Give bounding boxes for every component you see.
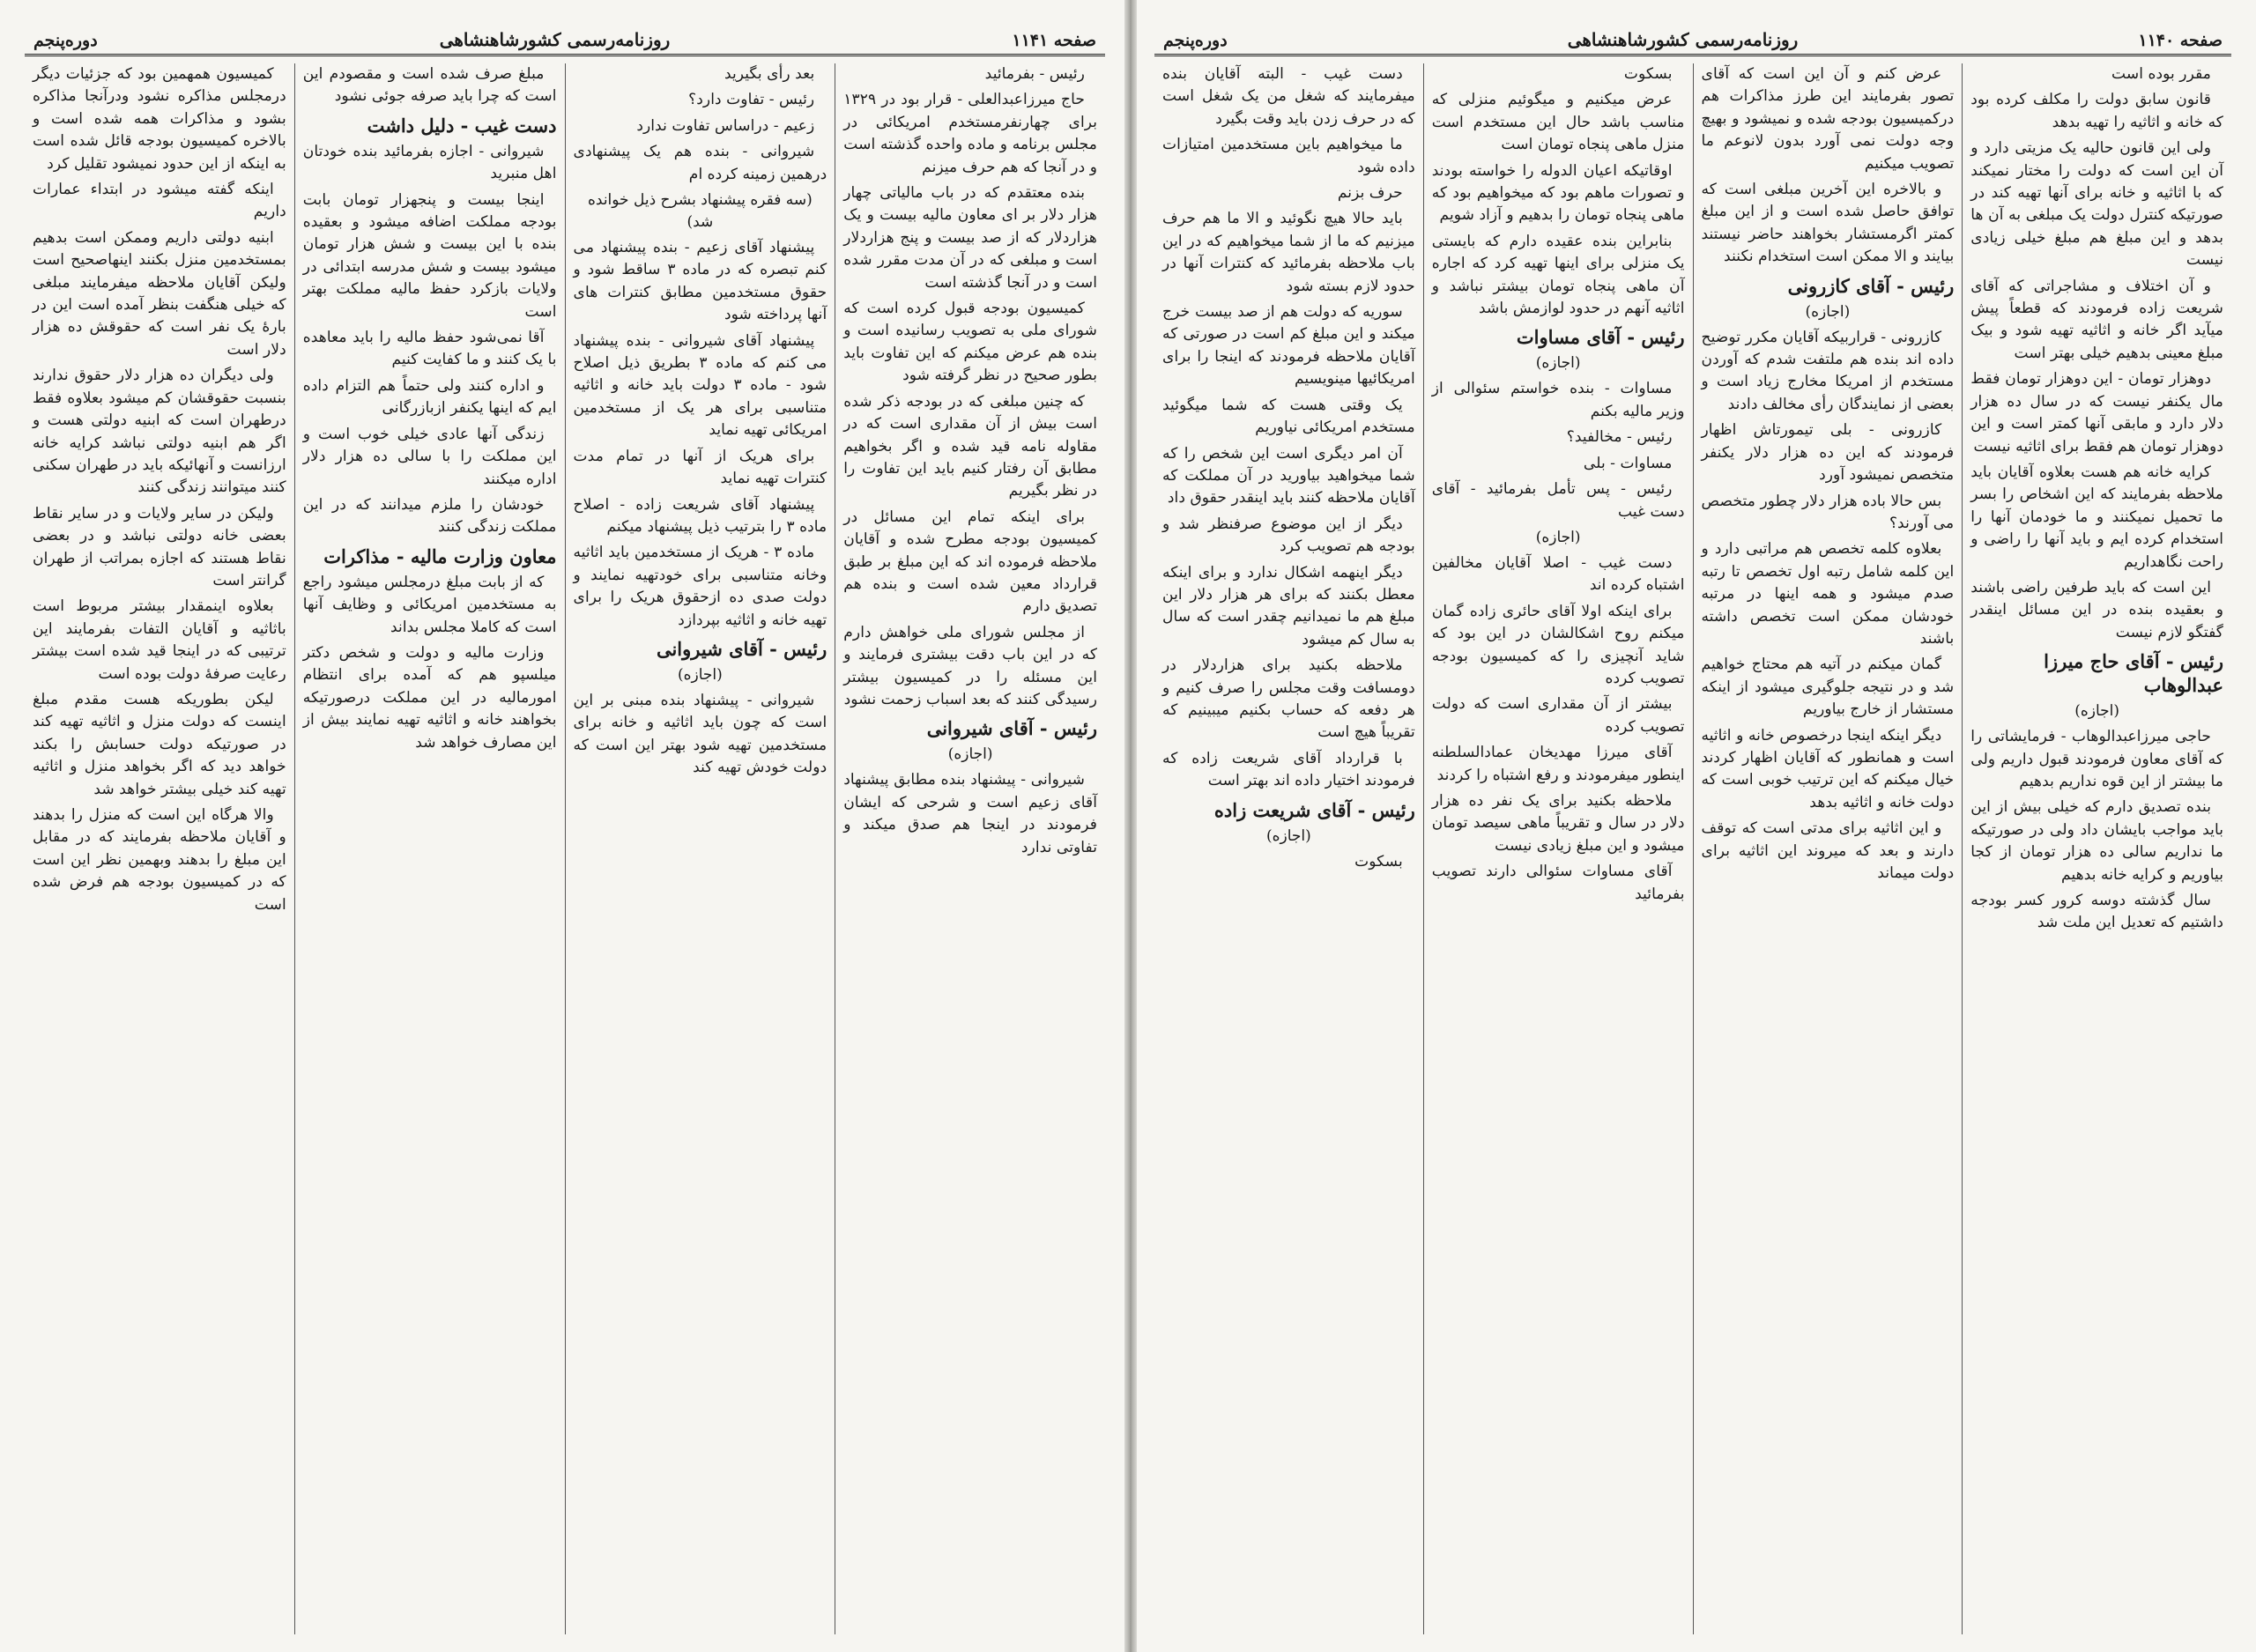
- paragraph: آقای مساوات سئوالی دارند تصویب بفرمائید: [1431, 863, 1685, 903]
- paragraph: رئیس - پس تأمل بفرمائید - آقای دست غیب: [1431, 480, 1685, 521]
- paragraph: بسکوت: [1354, 852, 1403, 870]
- paragraph: برای اینکه اولا آقای حائری زاده گمان میکنم روح اشکالشان در این بود که شاید آنچیزی را که کمیسیون بودجه تصویب کرده: [1431, 602, 1685, 687]
- left-column-1: [835, 63, 1105, 1634]
- speaker-heading: دست غیب - دلیل داشت: [367, 114, 557, 137]
- left-page-columns: [25, 63, 1105, 1634]
- speaker-heading: رئیس - آقای شیروانی: [926, 717, 1097, 740]
- paragraph: و بالاخره این آخرین مبلغی است که توافق حاصل شده است و از این مبلغ کمتر اگرمستشار بخواهند حاضر نیستند بیایند و الا ممکن است استخدام نکنند: [1701, 181, 1955, 266]
- paragraph: از مجلس شورای ملی خواهش دارم که در این باب دقت بیشتری فرمایند و این مسئله را در کمیسیون بیشتر رسیدگی کنند که بعد اسباب زحمت نشود: [843, 623, 1097, 708]
- paragraph: باید حالا هیچ نگوئید و الا ما هم حرف میزنیم که ما از شما میخواهیم که در این باب ملاحظه بفرمائید که کنترات آنها در حدود لازم بسته شود: [1162, 210, 1415, 295]
- paragraph: خودشان را ملزم میدانند که در این مملکت زندگی کنند: [302, 495, 557, 537]
- newspaper-title: روزنامه‌رسمی کشورشاهنشاهی: [1567, 29, 1799, 50]
- page-number: صفحه ۱۱۴۱: [1012, 31, 1096, 50]
- paragraph: و این اثاثیه برای مدتی است که توقف دارند و بعد که میروند این اثاثیه برای دولت میماند: [1701, 819, 1955, 882]
- paragraph: رئیس - مخالفید؟: [1566, 428, 1673, 447]
- paragraph: دست غیب - البته آقایان بنده میفرمایند که شغل من یک شغل است که در حرف زدن باید وقت بگیرد: [1162, 65, 1415, 128]
- paragraph: کازرونی - بلی تیمورتاش اظهار فرمودند که این ده هزار دلار یکنفر متخصص نمیشود آورد: [1701, 421, 1955, 485]
- paragraph: ملاحظه بکنید برای هزاردلار در دومسافت وقت مجلس را صرف کنیم و هر دفعه که حساب بکنیم میبینیم که تقریباً هیچ است: [1162, 656, 1415, 742]
- left-column-2: [565, 63, 835, 1634]
- paragraph: ماده ۳ - هریک از مستخدمین باید اثاثیه وخانه متناسبی برای خودتهیه نمایند و دولت صدی ده ازحقوق هریک را برای تهیه خانه و اثاثیه بپردازد: [573, 544, 827, 629]
- paragraph: دیگر اینهمه اشکال ندارد و برای اینکه معطل بکنند که برای هر هزار دلار این مبلغ هم ما نمیدانیم چقدر است که سال به سال کم میشود: [1162, 563, 1415, 648]
- paragraph: آقا نمی‌شود حفظ مالیه را باید معاهده با یک کنند و ما کفایت کنیم: [302, 329, 557, 369]
- paragraph: بعلاوه اینمقدار بیشتر مربوط است باثاثیه و آقایان التفات بفرمایند این ترتیبی که در اینجا قید شده است بیشتر رعایت صرفهٔ دولت بوده است: [33, 597, 286, 683]
- right-column-4: [1154, 63, 1423, 1634]
- paragraph: ولی این قانون حالیه یک مزیتی دارد و آن این است که دولت را مختار نمیکند که با اثاثیه و خانه برای آنها تهیه کند در صورتیکه کنترل دولت یک مبلغی به آن ها بدهد و این مبلغ هم مبلغ خیلی زیادی نیست: [1970, 139, 2223, 270]
- paragraph: حاج میرزاعبدالعلی - قرار بود در ۱۳۲۹ برای چهارنفرمستخدم امریکائی در مجلس برنامه و ماده واحده گذشته است و در آنجا که هم حرف میزنم: [843, 91, 1097, 176]
- stage-note: (اجازه): [1535, 528, 1581, 546]
- right-page: [1130, 0, 2256, 1652]
- paragraph: کازرونی - قراربیکه آقایان مکرر توضیح داده اند بنده هم ملتفت شدم که آوردن مستخدم از امریکا مخارج زیاد است و بعضی از نمایندگان رأی مخالف دادند: [1701, 328, 1955, 413]
- paragraph: کمیسیون همهمین بود که جزئیات دیگر درمجلس مذاکره نشود ودرآنجا مذاکره بشود و مذاکرات همه شده است و بالاخره کمیسیون بودجه قائل شده است به اینکه از این حدود نمیشود تقلیل کرد: [33, 65, 286, 173]
- paragraph: آن امر دیگری است این شخص را که شما میخواهید بیاورید در آن مملکت که آقایان ملاحظه کنند باید اینقدر حقوق داد: [1162, 444, 1415, 507]
- paragraph: بعد رأی بگیرید: [724, 65, 815, 83]
- right-column-3: [1423, 63, 1693, 1634]
- paragraph: و اداره کنند ولی حتماً هم التزام داده ایم که اینها یکنفر ازبازرگانی: [302, 376, 557, 418]
- paragraph: مساوات - بلی: [1583, 454, 1673, 472]
- speaker-heading: رئیس - آقای شیروانی: [656, 637, 827, 660]
- left-page-header: [25, 16, 1105, 56]
- paragraph: شیروانی - پیشنهاد بنده مبنی بر این است که چون باید اثاثیه و خانه برای مستخدمین تهیه شود بهتر این است که دولت خودش تهیه کند: [573, 691, 827, 777]
- left-column-3: [294, 63, 565, 1634]
- paragraph: بیشتر از آن مقداری است که دولت تصویب کرده: [1431, 695, 1685, 736]
- paragraph: سوریه که دولت هم از صد بیست خرج میکند و این مبلغ کم است در صورتی که آقایان ملاحظه فرمودند که اینجا را برای امریکائیها مینویسیم: [1162, 303, 1415, 389]
- paragraph: بنده تصدیق دارم که خیلی بیش از این باید مواجب بایشان داد ولی در صورتیکه ما نداریم سالی ده هزار تومان از کجا بیاوریم و کرایه خانه بدهیم: [1970, 798, 2223, 884]
- paragraph: پیشنهاد آقای شریعت زاده - اصلاح ماده ۳ را بترتیب ذیل پیشنهاد میکنم: [573, 495, 827, 536]
- paragraph: بسکوت: [1623, 65, 1673, 83]
- stage-note: (اجازه): [1265, 826, 1311, 845]
- paragraph: لیکن بطوریکه هست مقدم مبلغ اینست که دولت منزل و اثاثیه تهیه کند در صورتیکه دولت حسابش را بکند خواهد دید که اگر بخواهد منزل و اثاثیه تهیه کند خیلی بیشتر خواهد شد: [33, 690, 286, 798]
- paragraph: شیروانی - بنده هم یک پیشنهادی درهمین زمینه کرده ام: [573, 143, 827, 183]
- paragraph: سال گذشته دوسه کرور کسر بودجه داشتیم که تعدیل این ملت شد: [1970, 892, 2223, 932]
- paragraph: زندگی آنها عادی خیلی خوب است و این مملکت را با سالی ده هزار دلار اداره میکنند: [302, 425, 557, 488]
- paragraph: وزارت مالیه و دولت و شخص دکتر میلسپو هم که آمده برای انتظام امورمالیه در این مملکت درصورتیکه بخواهند خانه و اثاثیه تهیه نمایند بیش از این مصارف خواهد شد: [302, 643, 557, 752]
- paragraph: پیشنهاد آقای شیروانی - بنده پیشنهاد می کنم که ماده ۳ بطریق ذیل اصلاح شود - ماده ۳ دولت باید خانه و اثاثیه متناسبی برای هر یک از مستخدمین امریکائی تهیه نماید: [573, 331, 827, 440]
- paragraph: دوهزار تومان - این دوهزار تومان فقط مال یکنفر نیست که در سال ده هزار دلار دارد و مابقی آنها کمتر است و این دوهزار تومان هم فقط برای اثاثیه نیست: [1970, 370, 2223, 456]
- page-gutter: [1124, 0, 1137, 1652]
- paragraph: دست غیب - اصلا آقایان مخالفین اشتباه کرده اند: [1431, 553, 1685, 595]
- paragraph: ولی دیگران ده هزار دلار حقوق ندارند بنسبت حقوقشان کم میشود بعلاوه فقط درطهران است که ابنیه دولتی هست و اگر هم ابنیه دولتی نباشد کرایه خانه ارزانست و آنهائیکه باید در طهران سکنی کنند میتوانند زندگی کنند: [33, 367, 286, 497]
- paragraph: بس حالا باده هزار دلار چطور متخصص می آورند؟: [1701, 492, 1955, 532]
- paragraph: بنده معتقدم که در باب مالیاتی چهار هزار دلار بر ای معاون مالیه بیست و یک هزاردلار که از صد بیست و پنج هزاردلار است و مبلغی که در آن مدت مقرر شده است و در آنجا گذشته است: [843, 184, 1097, 292]
- paragraph: بنابراین بنده عقیده دارم که بایستی یک منزلی برای اینها تهیه کرد که اجاره آن ماهی پنجاه تومان بیشتر نباشد و اثاثیه آنهم در حدود لوازمش باشد: [1431, 232, 1685, 318]
- paragraph: قانون سابق دولت را مکلف کرده بود که خانه و اثاثیه را تهیه بدهد: [1970, 91, 2223, 131]
- paragraph: رئیس - تفاوت دارد؟: [688, 91, 815, 109]
- paragraph: عرض کنم و آن این است که آقای تصور بفرمایند این طرز مذاکرات هم درکمیسیون بودجه شده و نمیشود و بهیچ وجه دولت نمی آورد بدون لانوعم ما تصویب میکنیم: [1701, 65, 1955, 173]
- right-column-2: [1693, 63, 1963, 1634]
- paragraph: ابنیه دولتی داریم وممکن است بدهیم بمستخدمین منزل بکنند اینهاصحیح است ولیکن آقایان ملاحظه میفرمایند مبلغی که خیلی هنگفت بنظر آمده است این در بارهٔ یک نفر است که حقوقش ده هزار دلار است: [33, 228, 286, 359]
- stage-note: (اجازه): [677, 665, 723, 684]
- page-number: صفحه ۱۱۴۰: [2138, 31, 2223, 50]
- paragraph: دیگر از این موضوع صرفنظر شد و بودجه هم تصویب کرد: [1162, 515, 1415, 556]
- paragraph: برای هریک از آنها در تمام مدت کنترات تهیه نماید: [573, 447, 827, 488]
- edition-label: دوره‌پنجم: [33, 31, 98, 50]
- stage-note: (سه فقره پیشنهاد بشرح ذیل خوانده شد): [587, 191, 813, 232]
- speaker-heading: رئیس - آقای شریعت زاده: [1213, 798, 1415, 821]
- paragraph: حرف بزنم: [1337, 184, 1403, 203]
- paragraph: پیشنهاد آقای زعیم - بنده پیشنهاد می کنم تبصره که در ماده ۳ ساقط شود و حقوق مستخدمین مطابق کنترات های آنها پرداخته شود: [573, 239, 827, 324]
- paragraph: مقرر بوده است: [2111, 65, 2211, 83]
- paragraph: گمان میکنم در آتیه هم محتاج خواهیم شد و در نتیجه جلوگیری میشود از اینکه مستشار از خارج بیاوریم: [1701, 656, 1955, 719]
- paragraph: زعیم - دراساس تفاوت ندارد: [636, 116, 815, 135]
- paragraph: کمیسیون بودجه قبول کرده است که شورای ملی به تصویب رسانیده است و بنده هم عرض میکنم که این تفاوت باید بطور صحیح در نظر گرفته شود: [843, 300, 1097, 385]
- paragraph: یک وقتی هست که شما میگوئید مستخدم امریکائی نیاوریم: [1162, 396, 1415, 437]
- paragraph: این است که باید طرفین راضی باشند و بعقیده بنده در این مسائل اینقدر گفتگو لازم نیست: [1970, 578, 2223, 641]
- paragraph: دیگر اینکه اینجا درخصوص خانه و اثاثیه است و همانطور که آقایان اظهار کردند خیال میکنم که این ترتیب خوبی است که دولت خانه و اثاثیه بدهد: [1701, 726, 1955, 811]
- stage-note: (اجازه): [1535, 354, 1581, 373]
- edition-label: دوره‌پنجم: [1163, 31, 1228, 50]
- speaker-heading: رئیس - آقای حاج میرزا عبدالوهاب: [2044, 650, 2223, 697]
- paragraph: اینکه گفته میشود در ابتداء عمارات داریم: [33, 181, 286, 221]
- paragraph: مساوات - بنده خواستم سئوالی از وزیر مالیه بکنم: [1431, 380, 1685, 420]
- stage-note: (اجازه): [1805, 302, 1851, 321]
- paragraph: با قرارداد آقای شریعت زاده که فرمودند اختیار داده اند بهتر است: [1162, 749, 1415, 790]
- paragraph: شیروانی - پیشنهاد بنده مطابق پیشنهاد آقای زعیم است و شرحی که ایشان فرمودند در اینجا هم صدق میکند و تفاوتی ندارد: [843, 771, 1097, 856]
- right-page-columns: [1154, 63, 2231, 1634]
- paragraph: اوقاتیکه اعیان الدوله را خواسته بودند و تصورات ماهم بود که میخواهیم بود که ماهی پنجاه تومان را بدهیم و آزاد شویم: [1431, 161, 1685, 225]
- paragraph: رئیس - بفرمائید: [984, 65, 1085, 83]
- paragraph: آقای میرزا مهدیخان عمادالسلطنه اینطور میفرمودند و رفع اشتباه را کردند: [1431, 744, 1685, 784]
- left-column-4: [25, 63, 294, 1634]
- newspaper-title: روزنامه‌رسمی کشورشاهنشاهی: [439, 29, 671, 50]
- right-page-header: [1154, 16, 2231, 56]
- speaker-heading: رئیس - آقای مساوات: [1516, 326, 1685, 349]
- paragraph: والا هرگاه این است که منزل را بدهند و آقایان ملاحظه بفرمایند که در مقابل این مبلغ را بدهند وبهمین نظر این است که در کمیسیون بودجه هم فرض شده است: [33, 806, 286, 914]
- paragraph: که از بابت مبلغ درمجلس میشود راجع به مستخدمین امریکائی و وظایف آنها است که کاملا مجلس بداند: [302, 573, 557, 636]
- paragraph: بعلاوه کلمه تخصص هم مراتبی دارد و این کلمه شامل رتبه اول تخصص تا رتبه صدم میشود و همه اینها در مرتبه خودشان ممکن است تخصص داشته باشند: [1701, 540, 1955, 648]
- paragraph: مبلغ صرف شده است و مقصودم این است که چرا باید صرفه جوئی نشود: [302, 65, 557, 106]
- stage-note: (اجازه): [2074, 702, 2120, 721]
- speaker-heading: رئیس - آقای کازرونی: [1787, 274, 1955, 297]
- paragraph: ملاحظه بکنید برای یک نفر ده هزار دلار در سال و تقریباً ماهی سیصد تومان میشود و این مبلغ زیادی نیست: [1431, 791, 1685, 855]
- paragraph: حاجی میرزاعبدالوهاب - فرمایشاتی را که آقای معاون فرمودند قبول داریم ولی ما بیشتر از این قوه نداریم بدهیم: [1970, 728, 2223, 790]
- speaker-heading: معاون وزارت مالیه - مذاکرات: [323, 544, 557, 567]
- paragraph: و آن اختلاف و مشاجراتی که آقای شریعت زاده فرمودند که قطعاً پیش میآید اگر خانه و اثاثیه تهیه شود و بیک مبلغ معینی بدهیم خیلی بهتر است: [1970, 277, 2223, 362]
- paragraph: کرایه خانه هم هست بعلاوه آقایان باید ملاحظه بفرمایند که این اشخاص را بسر ما تحمیل نمیکنند و ما خودمان آنها را استخدام کرده ایم و باید آنها را راضی و راحت نگاهداریم: [1970, 463, 2223, 571]
- stage-note: (اجازه): [947, 745, 993, 764]
- paragraph: ولیکن در سایر ولایات و در سایر نقاط بعضی خانه دولتی نباشد و در بعضی نقاط هستند که اجازه بمراتب از طهران گرانتر است: [33, 504, 286, 589]
- right-column-1: [1962, 63, 2231, 1634]
- paragraph: ما میخواهیم باین مستخدمین امتیازات داده شود: [1162, 136, 1415, 176]
- paragraph: برای اینکه تمام این مسائل در کمیسیون بودجه مطرح شده و آقایان ملاحظه فرموده اند که این مبلغ بر طبق قرارداد معین شده است و بنده هم تصدیق دارم: [843, 507, 1097, 616]
- paragraph: که چنین مبلغی که در بودجه ذکر شده است بیش از آن مقداری است که در مقاوله نامه قید شده و اگر بخواهیم مطابق آن رفتار کنیم باید این تفاوت را در نظر بگیریم: [843, 392, 1097, 500]
- paragraph: اینجا بیست و پنجهزار تومان بابت بودجه مملکت اضافه میشود و بعقیده بنده با این بیست و شش هزار تومان میشود بیست و شش مدرسه ابتدائی در ولایات بازکرد حفظ مالیه مملکت بهتر است: [302, 190, 557, 321]
- paragraph: شیروانی - اجازه بفرمائید بنده خودتان اهل منبرید: [302, 142, 557, 183]
- paragraph: عرض میکنیم و میگوئیم منزلی که مناسب باشد حال این مستخدم است منزل ماهی پنجاه تومان است: [1431, 91, 1685, 154]
